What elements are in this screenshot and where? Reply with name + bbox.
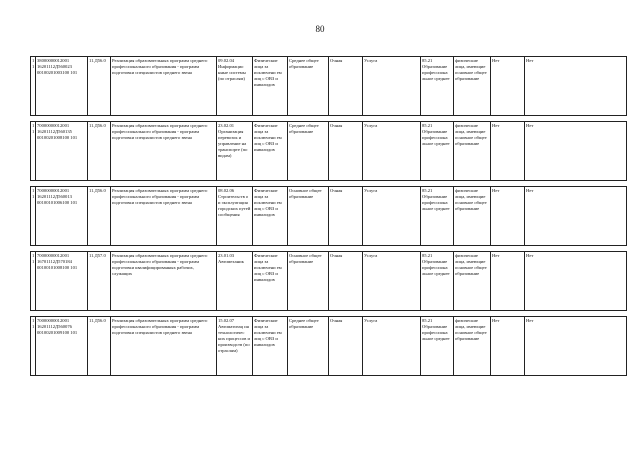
flag-1: Нет: [491, 252, 525, 311]
table-row: [31, 187, 627, 246]
program-name: Реализация образовательных программ среднего профессионального образования - программ подготовки специалистов среднего звена: [111, 57, 217, 116]
service-type: Услуга: [363, 317, 421, 376]
consumer-requirement: физические лица, имеющие основное общее образование: [454, 252, 491, 311]
service-type: Услуга: [363, 57, 421, 116]
service-type: Услуга: [363, 187, 421, 246]
okved-code: 85.21 Образование профессиона льное среднее: [421, 57, 454, 116]
education-level: Среднее общее образование: [288, 122, 329, 181]
study-form: Очная: [329, 122, 363, 181]
flag-1: Нет: [491, 122, 525, 181]
consumer-requirement: физические лица, имеющие основное общее образование: [454, 317, 491, 376]
consumer-category: Физические лица за исключени ем лиц с ОВЗ и инвалидов: [253, 122, 288, 181]
registry-code: 70000000012001 16201112Д560135 00100201008100 101: [36, 122, 88, 181]
flag-2: Нет: [525, 252, 627, 311]
okved-code: 85.21 Образование профессиона льное среднее: [421, 122, 454, 181]
program-name: Реализация образовательных программ среднего профессионального образования - программ подготовки специалистов среднего звена: [111, 122, 217, 181]
consumer-category: Физические лица за исключени ем лиц с ОВЗ и инвалидов: [253, 187, 288, 246]
program-name: Реализация образовательных программ среднего профессионального образования - программ подготовки квалифицированных рабочих, служащих: [111, 252, 217, 311]
row-number: 11: [31, 187, 36, 246]
consumer-category: Физические лица за исключени ем лиц с ОВЗ и инвалидов: [253, 317, 288, 376]
program-name: Реализация образовательных программ среднего профессионального образования - программ подготовки специалистов среднего звена: [111, 317, 217, 376]
table-row: [31, 317, 627, 376]
okved-code: 85.21 Образование профессиона льное среднее: [421, 317, 454, 376]
education-level: Среднее общее образование: [288, 57, 329, 116]
consumer-requirement: физические лица, имеющие основное общее образование: [454, 57, 491, 116]
okved-code: 85.21 Образование профессиона льное среднее: [421, 187, 454, 246]
flag-1: Нет: [491, 57, 525, 116]
registry-code: 70000000012001 16201112Д560013 00100101006100 101: [36, 187, 88, 246]
study-form: Очная: [329, 57, 363, 116]
specialty: 23.02.01 Организация перевозок и управление на транспорте (по видам): [217, 122, 253, 181]
row-number: 11: [31, 317, 36, 376]
flag-1: Нет: [491, 317, 525, 376]
profession-code: 11.Д56.0: [88, 187, 111, 246]
registry-code: 38000000012001 16201112Д560023 00100201003100 101: [36, 57, 88, 116]
table-row: [31, 122, 627, 181]
profession-code: 11.Д56.0: [88, 317, 111, 376]
flag-2: Нет: [525, 317, 627, 376]
profession-code: 11.Д57.0: [88, 252, 111, 311]
row-number: 11: [31, 122, 36, 181]
table-row: [31, 57, 627, 116]
consumer-requirement: физические лица, имеющие основное общее образование: [454, 187, 491, 246]
study-form: Очная: [329, 317, 363, 376]
study-form: Очная: [329, 252, 363, 311]
table-row: [31, 252, 627, 311]
flag-2: Нет: [525, 122, 627, 181]
education-level: Основное общее образование: [288, 252, 329, 311]
registry-code: 70000000012001 16701112Д570184 00100101008100 101: [36, 252, 88, 311]
registry-table: [30, 56, 627, 376]
flag-2: Нет: [525, 187, 627, 246]
flag-2: Нет: [525, 57, 627, 116]
service-type: Услуга: [363, 122, 421, 181]
registry-code: 70000000012001 16201112Д560076 00100201009100 101: [36, 317, 88, 376]
okved-code: 85.21 Образование профессиона льное среднее: [421, 252, 454, 311]
specialty: 23.01.03 Автомеханик: [217, 252, 253, 311]
row-number: 11: [31, 57, 36, 116]
profession-code: 11.Д56.0: [88, 122, 111, 181]
education-level: Среднее общее образование: [288, 317, 329, 376]
row-number: 11: [31, 252, 36, 311]
profession-code: 11.Д56.0: [88, 57, 111, 116]
service-type: Услуга: [363, 252, 421, 311]
program-name: Реализация образовательных программ среднего профессионального образования - программ подготовки специалистов среднего звена: [111, 187, 217, 246]
consumer-category: Физические лица за исключени ем лиц с ОВЗ и инвалидов: [253, 57, 288, 116]
page-number: 80: [315, 24, 325, 34]
flag-1: Нет: [491, 187, 525, 246]
study-form: Очная: [329, 187, 363, 246]
consumer-category: Физические лица за исключени ем лиц с ОВЗ и инвалидов: [253, 252, 288, 311]
specialty: 15.02.07 Автоматизац ия технологичес ких процессов и производств (по отраслям): [217, 317, 253, 376]
consumer-requirement: физические лица, имеющие основное общее образование: [454, 122, 491, 181]
specialty: 09.02.04 Информацио нные системы (по отраслям): [217, 57, 253, 116]
specialty: 08.02.06 Строительств о и эксплуатация городских путей сообщения: [217, 187, 253, 246]
education-level: Основное общее образование: [288, 187, 329, 246]
